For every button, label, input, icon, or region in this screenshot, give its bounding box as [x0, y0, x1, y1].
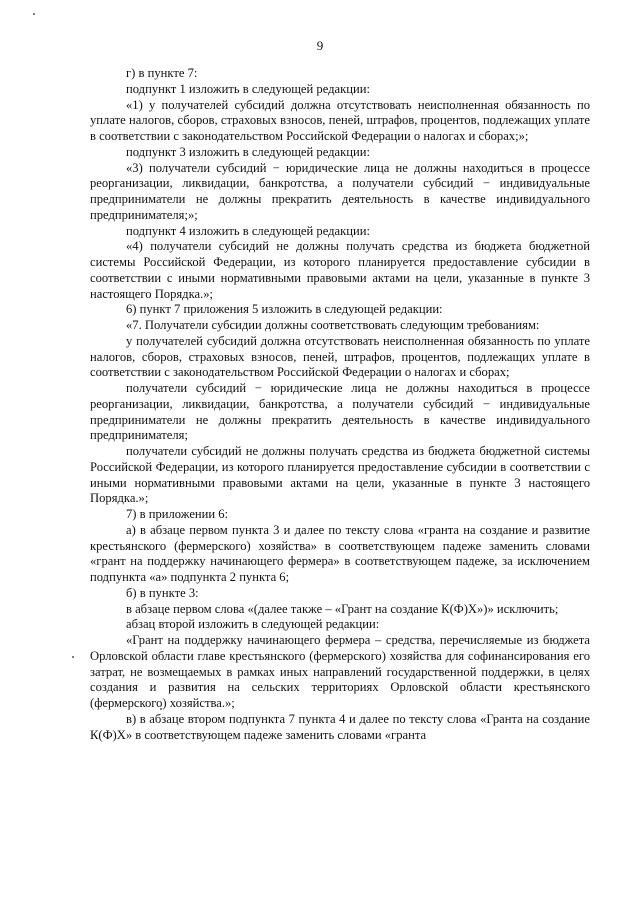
paragraph-requirement-taxes: у получателей субсидий должна отсутствовать неисполненная обязанность по уплате налогов, сборов, страховых взносов, пеней, штрафов, процентов, подлежащих уплате в соответствии с законодательством Российской Федерации о налогах и сборах;	[90, 333, 590, 380]
paragraph-subpoint-3-intro: подпункт 3 изложить в следующей редакции:	[126, 144, 370, 159]
paragraph-item-7b: б) в пункте 3:	[126, 585, 199, 600]
paragraph-point-7-requirements: «7. Получатели субсидии должны соответствовать следующим требованиям:	[126, 318, 540, 332]
paragraph-subpoint-4-text: «4) получатели субсидий не должны получать средства из бюджета бюджетной системы Российской Федерации, из которого планируется предоставление субсидии в соответствии с иными нормативными правовыми актами на цели, указанные в пункте 3 настоящего Порядка.»;	[90, 239, 590, 301]
paragraph-item-g: г) в пункте 7:	[126, 66, 198, 80]
paragraph-item-7v: в) в абзаце втором подпункта 7 пункта 4 и далее по тексту слова «Гранта на создание К(Ф)Х» в соответствующем падеже заменить словами «гранта	[90, 711, 590, 742]
paragraph-grant-definition: «Грант на поддержку начинающего фермера – средства, перечисляемые из бюджета Орловской области главе крестьянского (фермерского) хозяйства для софинансирования его затрат, не возмещаемых в рамках иных направлений государственной поддержки, в целях создания и развития на сельских территориях Орловской области крестьянского (фермерского) хозяйства.»;	[90, 633, 590, 710]
paragraph-requirement-budget: получатели субсидий не должны получать средства из бюджета бюджетной системы Российской Федерации, из которого планируется предоставление субсидии в соответствии с иными нормативными правовыми актами на цели, указанные в пункте 3 настоящего Порядка.»;	[90, 444, 590, 506]
paragraph-item-7a: а) в абзаце первом пункта 3 и далее по тексту слова «гранта на создание и развитие крестьянского (фермерского) хозяйства» в соответствующем падеже заменить словами «грант на поддержку начинающего фермера» в соответствующем падеже, за исключением подпункта «а» подпункта 2 пункта 6;	[90, 522, 590, 584]
paragraph-subpoint-4-intro: подпункт 4 изложить в следующей редакции:	[126, 223, 370, 238]
paragraph-first-abzac: в абзаце первом слова «(далее также – «Грант на создание К(Ф)Х»)» исключить;	[126, 601, 559, 616]
scan-speck	[33, 13, 35, 15]
scan-speck	[72, 656, 74, 658]
paragraph-item-6: 6) пункт 7 приложения 5 изложить в следующей редакции:	[126, 302, 443, 317]
document-body	[90, 66, 590, 743]
paragraph-second-abzac-intro: абзац второй изложить в следующей редакции:	[126, 617, 380, 632]
paragraph-subpoint-1-text: «1) у получателей субсидий должна отсутствовать неисполненная обязанность по уплате налогов, сборов, страховых взносов, пеней, штрафов, процентов, подлежащих уплате в соответствии с законодательством Российской Федерации о налогах и сборах;»;	[90, 97, 590, 143]
paragraph-subpoint-3-text: «3) получатели субсидий − юридические лица не должны находиться в процессе реорганизации, ликвидации, банкротства, а получатели субсидий − индивидуальные предприниматели не должны прекратить деятельность в качестве индивидуального предпринимателя;»;	[90, 160, 590, 222]
paragraph-subpoint-1-intro: подпункт 1 изложить в следующей редакции:	[126, 81, 370, 96]
paragraph-requirement-reorganization: получатели субсидий − юридические лица не должны находиться в процессе реорганизации, ликвидации, банкротства, а получатели субсидий − индивидуальные предприниматели не должны прекратить деятельность в качестве индивидуального предпринимателя;	[90, 381, 590, 443]
paragraph-item-7: 7) в приложении 6:	[126, 507, 229, 521]
page-number: 9	[316, 38, 324, 53]
